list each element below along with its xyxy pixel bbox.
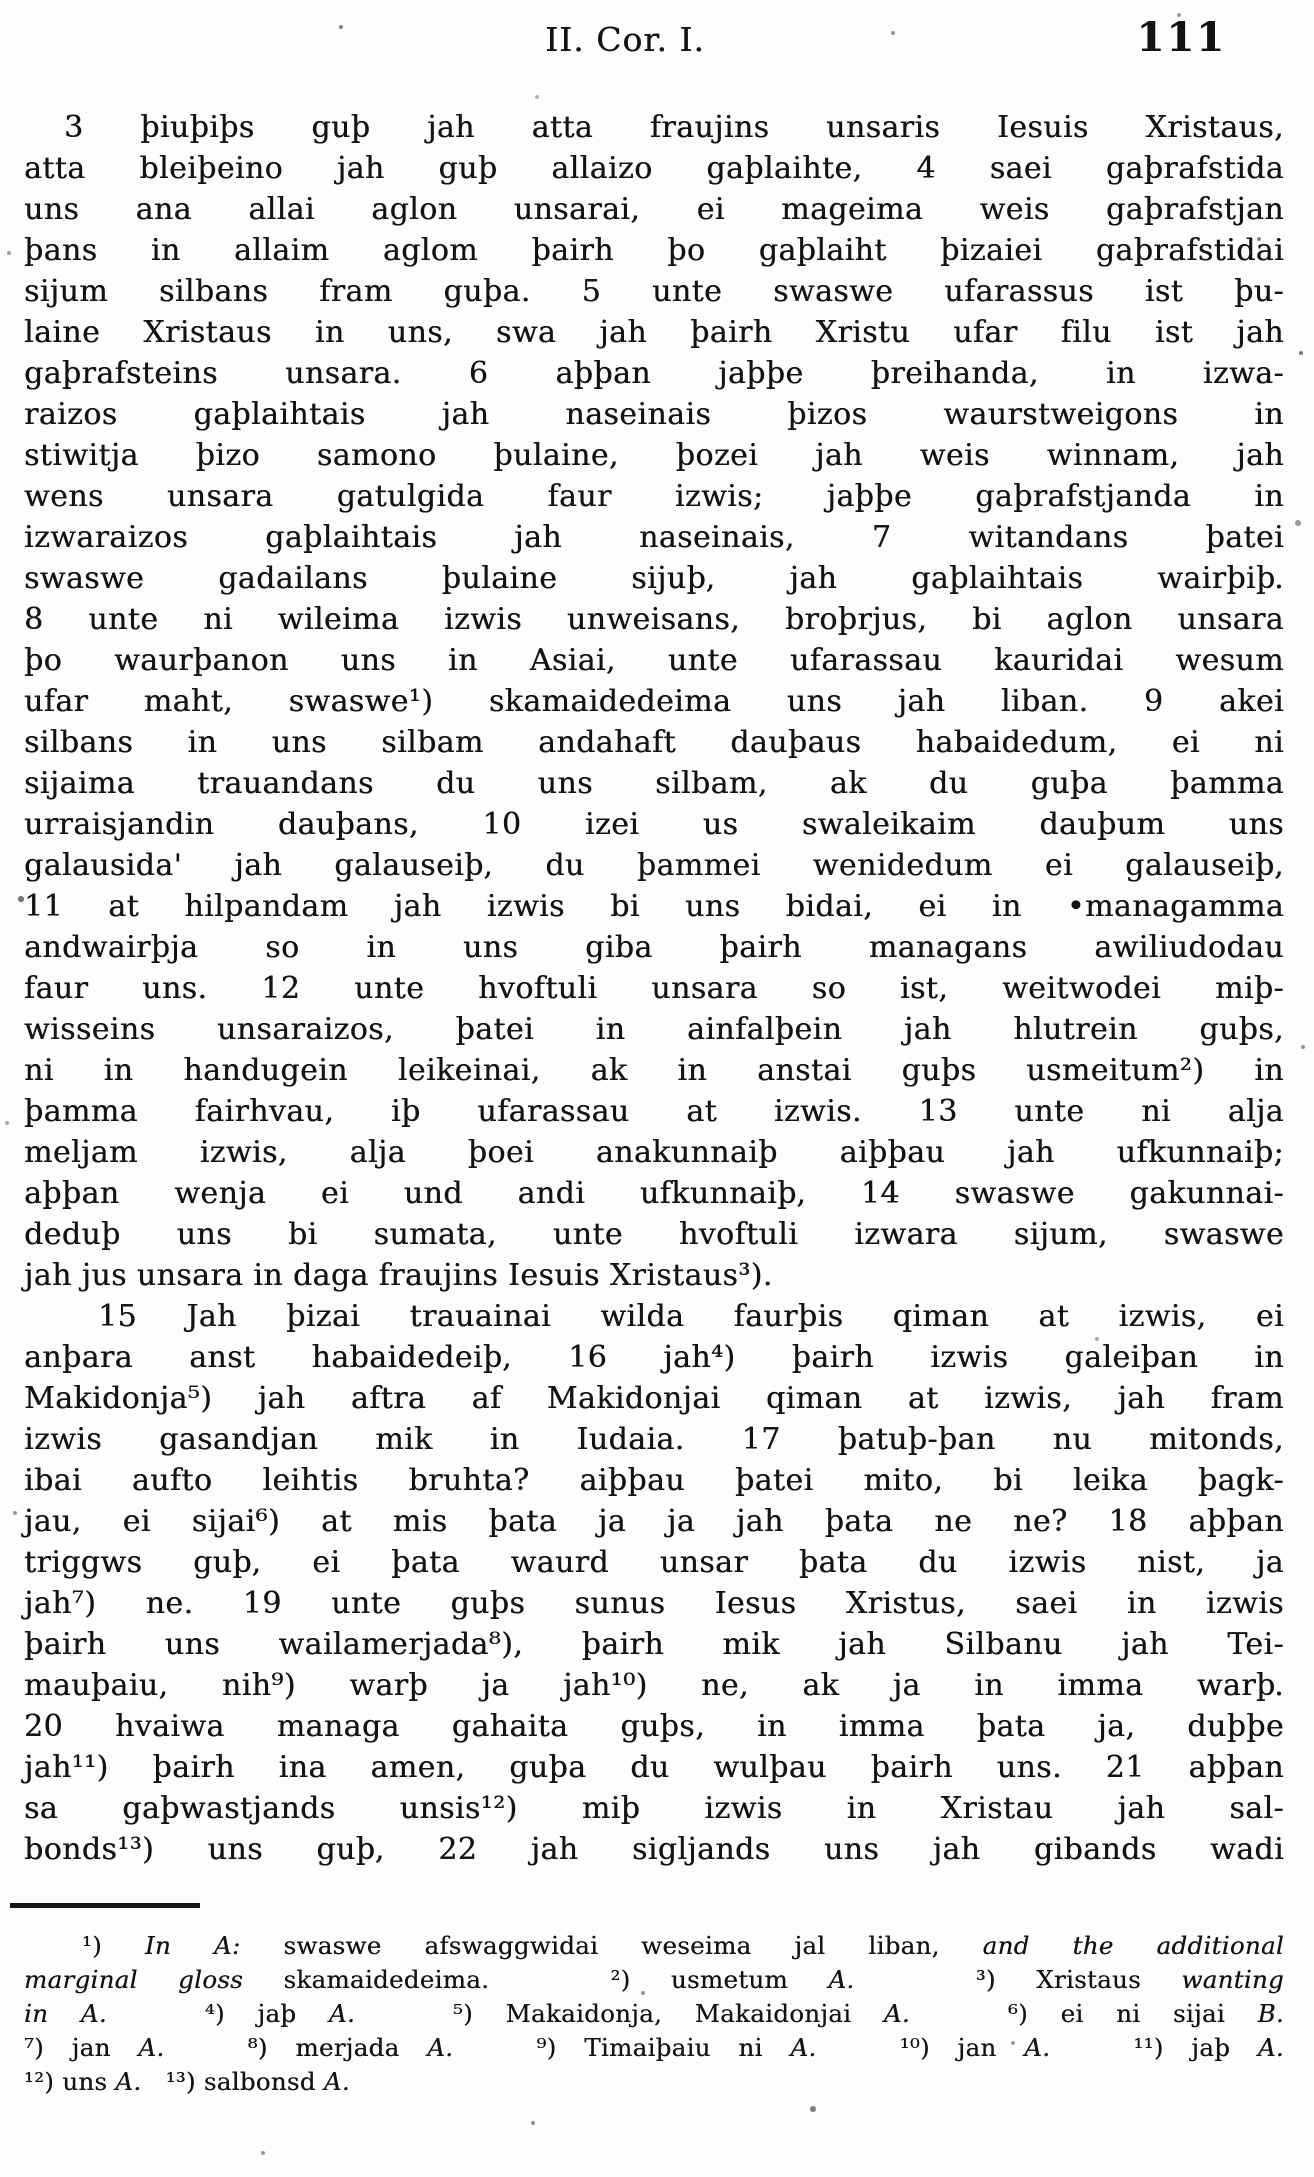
text-line: jah⁷) ne. 19 unte guþs sunus Iesus Xristus, saei in izwis <box>24 1586 1284 1621</box>
text-line: þans in allaim aglom þairh þo gaþlaiht þizaiei gaþrafstidai <box>24 233 1284 268</box>
text-line: jah jus unsara in daga fraujins Iesuis Xristaus³). <box>24 1258 773 1293</box>
footnote-line: ¹²) uns A. ¹³) salbonsd A. <box>24 2067 350 2096</box>
text-line: 11 at hilpandam jah izwis bi uns bidai, ei in •managamma <box>24 889 1284 924</box>
text-line: urraisjandin dauþans, 10 izei us swaleikaim dauþum uns <box>24 807 1284 842</box>
footnote-line: marginal gloss skamaidedeima. ²) usmetum A. ³) Xristaus wanting <box>24 1965 1284 1994</box>
text-line: sijum silbans fram guþa. 5 unte swaswe ufarassus ist þu- <box>24 274 1284 309</box>
text-line: izwaraizos gaþlaihtais jah naseinais, 7 witandans þatei <box>24 520 1284 555</box>
text-line: 3 þiuþiþs guþ jah atta fraujins unsaris Iesuis Xristaus, <box>64 110 1284 145</box>
text-line: 20 hvaiwa managa gahaita guþs, in imma þata ja, duþþe <box>24 1709 1284 1744</box>
paragraph-verses-15-22 <box>24 1296 1284 1870</box>
page-header <box>0 0 1314 61</box>
text-line: uns ana allai aglon unsarai, ei mageima weis gaþrafstjan <box>24 192 1284 227</box>
text-line: jah¹¹) þairh ina amen, guþa du wulþau þairh uns. 21 aþþan <box>24 1750 1284 1785</box>
text-line: mauþaiu, nih⁹) warþ ja jah¹⁰) ne, ak ja in imma warþ. <box>24 1668 1284 1703</box>
text-line: deduþ uns bi sumata, unte hvoftuli izwara sijum, swaswe <box>24 1217 1284 1252</box>
text-line: 8 unte ni wileima izwis unweisans, broþrjus, bi aglon unsara <box>24 602 1284 637</box>
body-text <box>0 107 1314 1870</box>
text-line: faur uns. 12 unte hvoftuli unsara so ist, weitwodei miþ- <box>24 971 1284 1006</box>
text-line: stiwitja þizo samono þulaine, þozei jah weis winnam, jah <box>24 438 1284 473</box>
text-line: ibai aufto leihtis bruhta? aiþþau þatei mito, bi leika þagk- <box>24 1463 1284 1498</box>
text-line: raizos gaþlaihtais jah naseinais þizos waurstweigons in <box>24 397 1284 432</box>
footnote-line: in A. ⁴) jaþ A. ⁵) Makaidonja, Makaidonjai A. ⁶) ei ni sijai B. <box>24 1999 1285 2028</box>
text-line: 15 Jah þizai trauainai wilda faurþis qiman at izwis, ei <box>98 1299 1284 1334</box>
text-line: laine Xristaus in uns, swa jah þairh Xristu ufar filu ist jah <box>24 315 1284 350</box>
text-line: gaþrafsteins unsara. 6 aþþan jaþþe þreihanda, in izwa- <box>24 356 1284 391</box>
text-line: wens unsara gatulgida faur izwis; jaþþe gaþrafstjanda in <box>24 479 1284 514</box>
text-line: jau, ei sijai⁶) at mis þata ja ja jah þata ne ne? 18 aþþan <box>24 1504 1284 1539</box>
footnote-line: ¹) In A: swaswe afswaggwidai weseima jal liban, and the additional <box>82 1931 1284 1960</box>
text-line: aþþan wenja ei und andi ufkunnaiþ, 14 swaswe gakunnai- <box>24 1176 1284 1211</box>
scan-noise <box>0 0 2 2</box>
page-number: 111 <box>1136 14 1226 61</box>
text-line: Makidonja⁵) jah aftra af Makidonjai qiman at izwis, jah fram <box>24 1381 1284 1416</box>
text-line: ufar maht, swaswe¹) skamaidedeima uns jah liban. 9 akei <box>24 684 1284 719</box>
text-line: silbans in uns silbam andahaft dauþaus habaidedum, ei ni <box>24 725 1284 760</box>
text-line: swaswe gadailans þulaine sijuþ, jah gaþlaihtais wairþiþ. <box>24 561 1284 596</box>
paragraph-verses-3-14 <box>24 107 1284 1296</box>
text-line: wisseins unsaraizos, þatei in ainfalþein jah hlutrein guþs, <box>24 1012 1284 1047</box>
text-line: triggws guþ, ei þata waurd unsar þata du izwis nist, ja <box>24 1545 1284 1580</box>
text-line: sa gaþwastjands unsis¹²) miþ izwis in Xristau jah sal- <box>24 1791 1284 1826</box>
running-title: II. Cor. I. <box>545 20 705 59</box>
text-line: atta bleiþeino jah guþ allaizo gaþlaihte, 4 saei gaþrafstida <box>24 151 1284 186</box>
text-line: þamma fairhvau, iþ ufarassau at izwis. 13 unte ni alja <box>24 1094 1284 1129</box>
text-line: þo waurþanon uns in Asiai, unte ufarassau kauridai wesum <box>24 643 1284 678</box>
text-line: andwairþja so in uns giba þairh managans awiliudodau <box>24 930 1284 965</box>
text-line: izwis gasandjan mik in Iudaia. 17 þatuþ-þan nu mitonds, <box>24 1422 1284 1457</box>
text-line: þairh uns wailamerjada⁸), þairh mik jah Silbanu jah Tei- <box>24 1627 1284 1662</box>
text-line: ni in handugein leikeinai, ak in anstai guþs usmeitum²) in <box>24 1053 1284 1088</box>
text-line: meljam izwis, alja þoei anakunnaiþ aiþþau jah ufkunnaiþ; <box>24 1135 1284 1170</box>
footnote-line: ⁷) jan A. ⁸) merjada A. ⁹) Timaiþaiu ni A. ¹⁰) jan A. ¹¹) jaþ A. <box>24 2033 1284 2062</box>
text-line: galausida' jah galauseiþ, du þammei wenidedum ei galauseiþ, <box>24 848 1284 883</box>
text-line: sijaima trauandans du uns silbam, ak du guþa þamma <box>24 766 1284 801</box>
footnotes <box>0 1908 1314 2099</box>
text-line: anþara anst habaidedeiþ, 16 jah⁴) þairh izwis galeiþan in <box>24 1340 1284 1375</box>
text-line: bonds¹³) uns guþ, 22 jah sigljands uns jah gibands wadi <box>24 1832 1284 1867</box>
